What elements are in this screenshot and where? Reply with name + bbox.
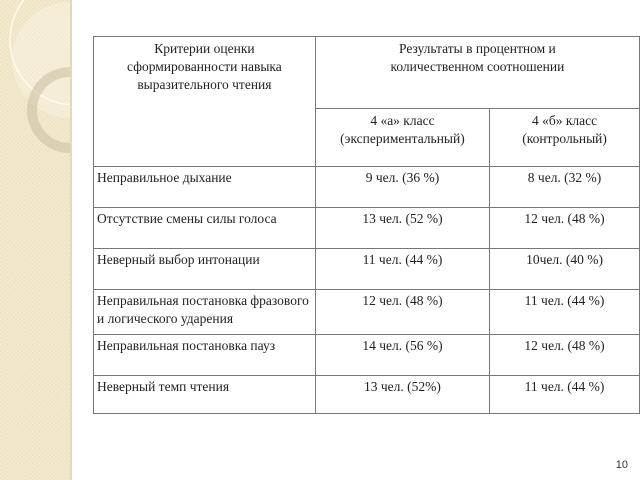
class-b-cell: 12 чел. (48 %)	[490, 335, 640, 376]
class-b-cell: 12 чел. (48 %)	[490, 208, 640, 249]
class-a-cell: 11 чел. (44 %)	[315, 249, 489, 290]
header-criteria-text: Критерии оценки сформированности навыка выразительного чтения	[127, 41, 282, 92]
header-class-b-text: 4 «б» класс (контрольный)	[522, 113, 607, 146]
criterion-cell: Неверный темп чтения	[94, 376, 316, 414]
decorative-circles-icon	[0, 0, 72, 480]
header-class-b	[490, 109, 640, 167]
class-a-cell: 13 чел. (52 %)	[315, 208, 489, 249]
page-number: 10	[615, 459, 628, 471]
class-b-cell: 10чел. (40 %)	[490, 249, 640, 290]
table-row	[94, 249, 640, 290]
criterion-cell: Неправильное дыхание	[94, 167, 316, 208]
results-table	[93, 36, 640, 414]
criterion-cell: Отсутствие смены силы голоса	[94, 208, 316, 249]
decorative-sidebar	[0, 0, 70, 480]
sidebar-edge	[70, 0, 72, 480]
header-class-a-text: 4 «а» класс (экспериментальный)	[340, 113, 465, 146]
criterion-cell	[94, 290, 316, 335]
class-a-cell: 14 чел. (56 %)	[315, 335, 489, 376]
class-a-cell: 12 чел. (48 %)	[315, 290, 489, 335]
table-row	[94, 376, 640, 414]
table-row	[94, 208, 640, 249]
class-a-cell: 9 чел. (36 %)	[315, 167, 489, 208]
table-row	[94, 167, 640, 208]
header-results	[315, 37, 639, 109]
table-row	[94, 335, 640, 376]
header-results-text: Результаты в процентном и количественном соотношении	[390, 41, 565, 74]
header-class-a	[315, 109, 489, 167]
class-b-cell: 8 чел. (32 %)	[490, 167, 640, 208]
header-criteria	[94, 37, 316, 167]
class-b-cell: 11 чел. (44 %)	[490, 290, 640, 335]
class-b-cell: 11 чел. (44 %)	[490, 376, 640, 414]
criterion-text: Неправильная постановка фразового и логического ударения	[97, 293, 309, 326]
criterion-cell: Неверный выбор интонации	[94, 249, 316, 290]
criterion-cell: Неправильная постановка пауз	[94, 335, 316, 376]
class-a-cell: 13 чел. (52%)	[315, 376, 489, 414]
table-row	[94, 290, 640, 335]
